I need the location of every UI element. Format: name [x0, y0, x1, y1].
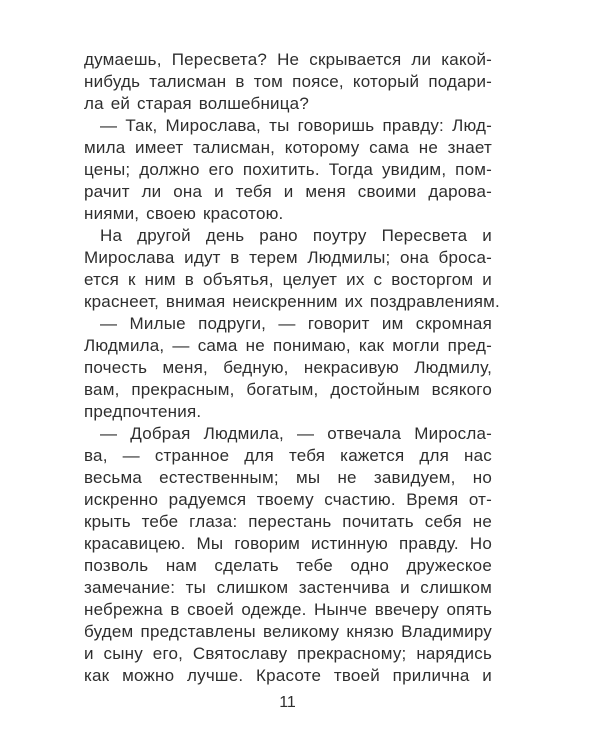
text-line: небрежна в своей одежде. Нынче ввечеру опять — [84, 600, 492, 619]
text-line: будем представлены великому князю Владимиру — [84, 622, 492, 641]
text-line: — Милые подруги, — говорит им скромная — [100, 314, 492, 333]
text-line: ва, — странное для тебя кажется для нас — [84, 446, 492, 465]
page-number: 11 — [279, 694, 296, 711]
text-line: думаешь, Пересвета? Не скрывается ли какой- — [84, 50, 492, 69]
text-line: — Добрая Людмила, — отвечала Миросла- — [100, 424, 492, 443]
text-line: Мирослава идут в терем Людмилы; она броса- — [84, 248, 492, 267]
text-line: искренно радуемся твоему счастию. Время от- — [84, 490, 492, 509]
text-line: рачит ли она и тебя и меня своими дарова- — [84, 182, 492, 201]
text-line: ла ей старая волшебница? — [84, 94, 309, 113]
text-line: предпочтения. — [84, 402, 202, 421]
text-line: ется к ним в объятья, целует их с восторгом и — [84, 270, 492, 289]
page-body — [84, 49, 500, 687]
text-line: На другой день рано поутру Пересвета и — [100, 226, 492, 245]
text-line: позволь нам сделать тебе одно дружеское — [84, 556, 492, 575]
text-line: цены; должно его похитить. Тогда увидим, пом- — [84, 160, 492, 179]
text-line: крыть тебе глаза: перестань почитать себя не — [84, 512, 492, 531]
text-line: ниями, своею красотою. — [84, 204, 284, 223]
text-line: мила имеет талисман, которому сама не знает — [84, 138, 492, 157]
text-line: весьма естественным; мы не завидуем, но — [84, 468, 492, 487]
text-line: краснеет, внимая неискренним их поздравлениям. — [84, 292, 500, 311]
text-line: Людмила, — сама не понимаю, как могли пред- — [84, 336, 492, 355]
text-line: — Так, Мирослава, ты говоришь правду: Люд- — [100, 116, 492, 135]
text-line: вам, прекрасным, богатым, достойным всякого — [84, 380, 492, 399]
text-line: как можно лучше. Красоте твоей прилична и — [84, 666, 492, 685]
text-line: и сыну его, Святославу прекрасному; нарядись — [84, 644, 492, 663]
text-line: нибудь талисман в том поясе, который подари- — [84, 72, 492, 91]
text-line: замечание: ты слишком застенчива и слишком — [84, 578, 492, 597]
text-line: почесть меня, бедную, некрасивую Людмилу, — [84, 358, 492, 377]
text-line: красавицею. Мы говорим истинную правду. Но — [84, 534, 492, 553]
